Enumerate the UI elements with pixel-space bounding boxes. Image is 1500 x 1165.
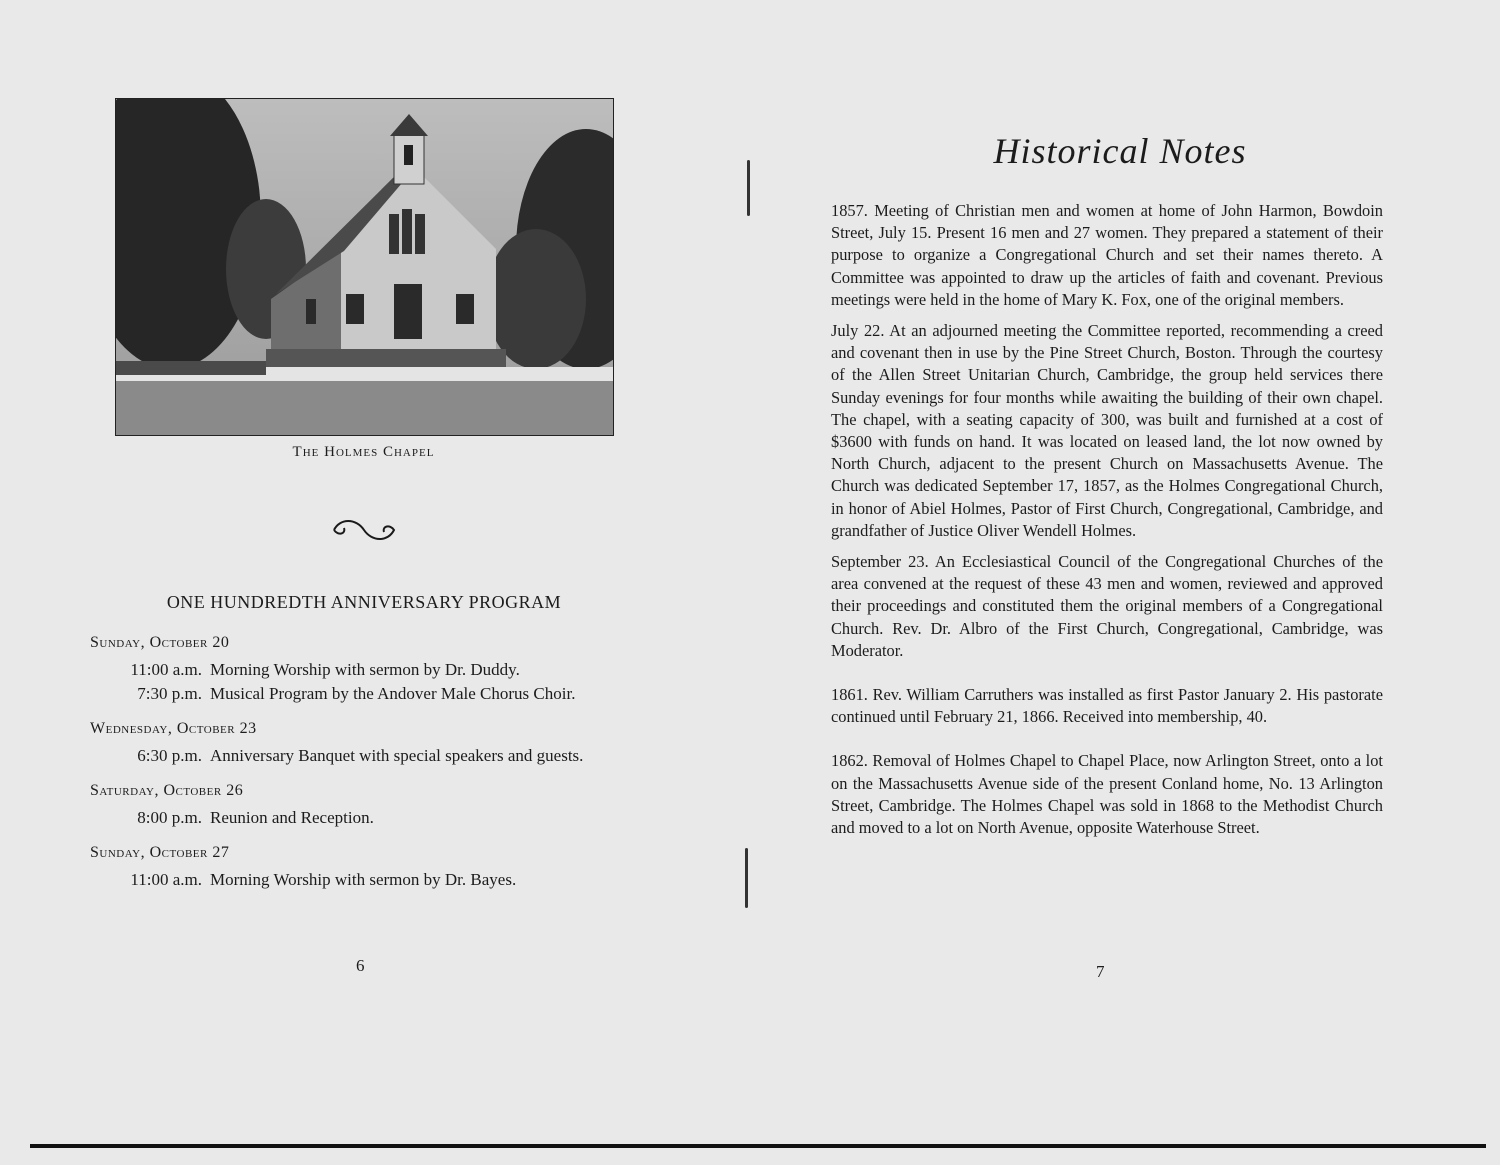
page-heading: Historical Notes <box>993 131 1247 171</box>
page-number: 7 <box>1096 962 1105 981</box>
note-paragraph: 1861. Rev. William Carruthers was installed as first Pastor January 2. His pastorate continued until February 21, 1866. Received into membership, 40. <box>831 685 1383 727</box>
scroll-ornament-icon <box>330 516 398 544</box>
day-heading: Saturday, October 26 <box>90 782 244 799</box>
historical-notes <box>831 200 1383 848</box>
right-page <box>745 0 1500 1140</box>
schedule-event <box>90 660 650 684</box>
schedule-day <box>90 720 650 770</box>
event-time: 11:00 a.m. <box>130 870 202 889</box>
schedule-event <box>90 684 650 708</box>
program-title: ONE HUNDREDTH ANNIVERSARY PROGRAM <box>166 592 562 612</box>
note-paragraph: 1857. Meeting of Christian men and women at home of John Harmon, Bowdoin Street, July 15. Present 16 men and 27 women. They prepared a statement of their purpose to organize a Congregational Church and set their names thereto. A Committee was appointed to draw up the articles of faith and covenant. Previous meetings were held in the home of Mary K. Fox, one of the original members. <box>831 201 1383 309</box>
day-heading: Sunday, October 27 <box>90 844 230 861</box>
day-heading: Sunday, October 20 <box>90 634 230 651</box>
event-time: 8:00 p.m. <box>137 808 202 827</box>
event-time: 11:00 a.m. <box>130 660 202 679</box>
note-paragraph: September 23. An Ecclesiastical Council of the Congregational Churches of the area convened at the request of these 43 men and women, reviewed and approved their proceedings and constituted them the original members of a Congregational Church. Rev. Dr. Albro of the First Church, Congregational, Cambridge, was Moderator. <box>831 552 1383 660</box>
left-page <box>0 0 745 1140</box>
schedule-event <box>90 870 650 894</box>
schedule-event <box>90 746 650 770</box>
schedule-day <box>90 844 650 894</box>
event-description: Reunion and Reception. <box>210 808 374 827</box>
day-heading: Wednesday, October 23 <box>90 720 257 737</box>
program-schedule <box>90 634 650 906</box>
page-number: 6 <box>356 956 365 975</box>
schedule-day <box>90 782 650 832</box>
chapel-photo <box>115 98 614 436</box>
bottom-rule <box>30 1144 1486 1148</box>
event-description: Anniversary Banquet with special speakers and guests. <box>210 746 584 765</box>
schedule-event <box>90 808 650 832</box>
photo-caption: The Holmes Chapel <box>292 444 435 460</box>
event-description: Morning Worship with sermon by Dr. Duddy. <box>210 660 520 679</box>
event-time: 7:30 p.m. <box>137 684 202 703</box>
schedule-day <box>90 634 650 708</box>
note-paragraph: July 22. At an adjourned meeting the Committee reported, recommending a creed and covenant then in use by the Pine Street Church, Boston. Through the courtesy of the Allen Street Unitarian Church, Cambridge, the group held services there Sunday evenings for four months while awaiting the building of their own chapel. The chapel, with a seating capacity of 300, was built and furnished at a cost of $3600 with funds on hand. It was located on leased land, the lot now owned by North Church, adjacent to the present Church on Massachusetts Avenue. The Church was dedicated September 17, 1857, as the Holmes Congregational Church, in honor of Abiel Holmes, Pastor of First Church, Congregational, Cambridge, and grandfather of Justice Oliver Wendell Holmes. <box>831 321 1383 540</box>
event-time: 6:30 p.m. <box>137 746 202 765</box>
note-paragraph: 1862. Removal of Holmes Chapel to Chapel Place, now Arlington Street, onto a lot on the Massachusetts Avenue side of the present Conland home, No. 13 Arlington Street, Cambridge. The Holmes Chapel was sold in 1868 to the Methodist Church and moved to a lot on North Avenue, opposite Waterhouse Street. <box>831 751 1383 838</box>
event-description: Morning Worship with sermon by Dr. Bayes. <box>210 870 517 889</box>
event-description: Musical Program by the Andover Male Chorus Choir. <box>210 684 576 703</box>
